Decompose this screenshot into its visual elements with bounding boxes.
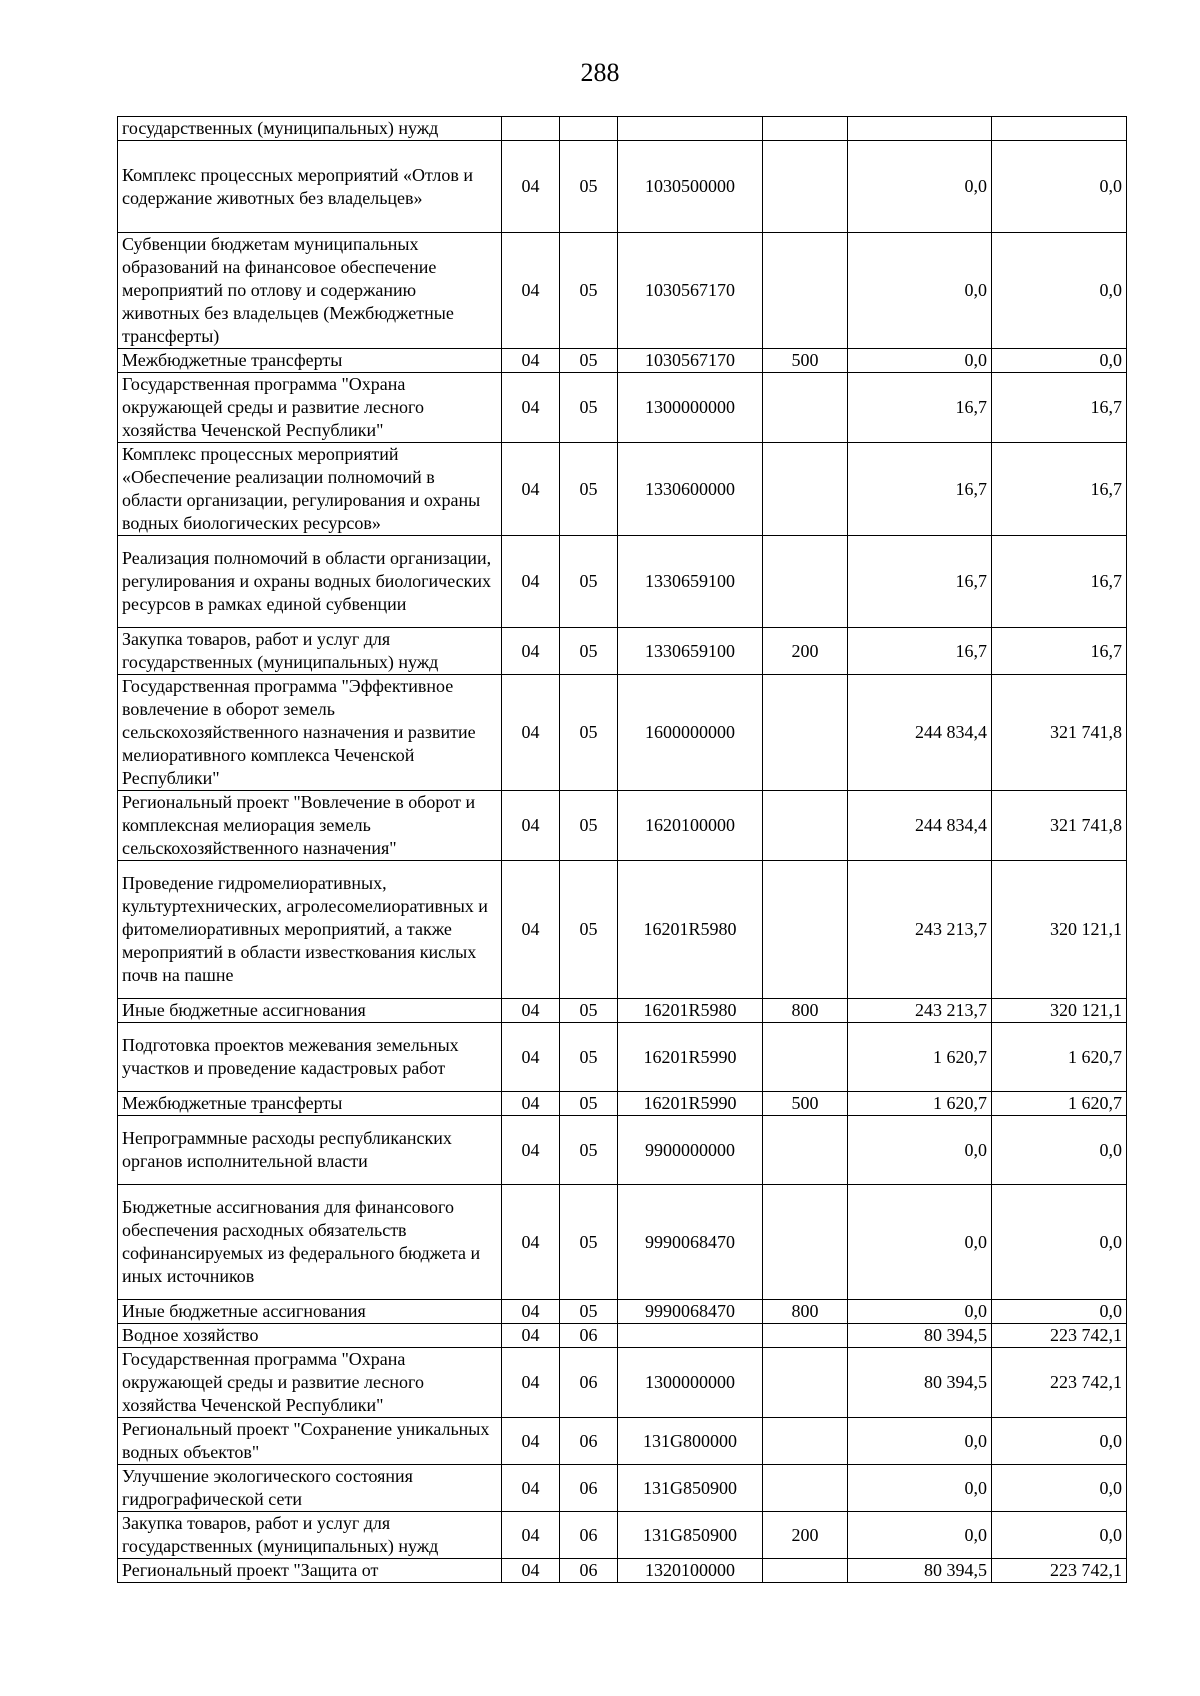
section-code-cell: 04: [502, 1185, 560, 1300]
amount-year1-cell: 0,0: [848, 1418, 992, 1465]
table-row: [118, 1559, 1127, 1583]
subsection-code-cell: 05: [560, 628, 618, 675]
table-row: [118, 117, 1127, 141]
amount-year2-cell: 0,0: [992, 1116, 1127, 1185]
expense-type-cell: [763, 1418, 848, 1465]
subsection-code-cell: 05: [560, 1300, 618, 1324]
section-code-cell: 04: [502, 1348, 560, 1418]
amount-year1-cell: 0,0: [848, 1116, 992, 1185]
target-article-cell: 1330600000: [618, 443, 763, 536]
amount-year1-cell: 1 620,7: [848, 1092, 992, 1116]
subsection-code-cell: 06: [560, 1465, 618, 1512]
row-name-cell: Межбюджетные трансферты: [118, 1092, 502, 1116]
table-row: [118, 1512, 1127, 1559]
target-article-cell: 131G850900: [618, 1512, 763, 1559]
table-row: [118, 791, 1127, 861]
target-article-cell: 16201R5990: [618, 1023, 763, 1092]
amount-year1-cell: 243 213,7: [848, 999, 992, 1023]
amount-year2-cell: 320 121,1: [992, 999, 1127, 1023]
section-code-cell: 04: [502, 349, 560, 373]
target-article-cell: 9900000000: [618, 1116, 763, 1185]
section-code-cell: 04: [502, 1418, 560, 1465]
row-name-cell: Закупка товаров, работ и услуг для государственных (муниципальных) нужд: [118, 628, 502, 675]
table-row: [118, 141, 1127, 233]
amount-year2-cell: 1 620,7: [992, 1023, 1127, 1092]
section-code-cell: 04: [502, 1116, 560, 1185]
expense-type-cell: [763, 675, 848, 791]
target-article-cell: 9990068470: [618, 1185, 763, 1300]
amount-year2-cell: 16,7: [992, 628, 1127, 675]
row-name-cell: Государственная программа "Эффективное вовлечение в оборот земель сельскохозяйственного назначения и развитие мелиоративного комплекса Чеченской Республики": [118, 675, 502, 791]
table-row: [118, 1418, 1127, 1465]
section-code-cell: 04: [502, 373, 560, 443]
subsection-code-cell: [560, 117, 618, 141]
amount-year2-cell: 0,0: [992, 1418, 1127, 1465]
target-article-cell: 1300000000: [618, 373, 763, 443]
target-article-cell: 16201R5980: [618, 999, 763, 1023]
expense-type-cell: [763, 443, 848, 536]
expense-type-cell: 200: [763, 1512, 848, 1559]
expense-type-cell: [763, 1023, 848, 1092]
subsection-code-cell: 06: [560, 1348, 618, 1418]
subsection-code-cell: 06: [560, 1418, 618, 1465]
amount-year2-cell: 0,0: [992, 141, 1127, 233]
subsection-code-cell: 05: [560, 675, 618, 791]
target-article-cell: 1600000000: [618, 675, 763, 791]
amount-year2-cell: 0,0: [992, 1512, 1127, 1559]
row-name-cell: Государственная программа "Охрана окружающей среды и развитие лесного хозяйства Чеченской Республики": [118, 373, 502, 443]
section-code-cell: 04: [502, 628, 560, 675]
expense-type-cell: [763, 861, 848, 999]
row-name-cell: Непрограммные расходы республиканских органов исполнительной власти: [118, 1116, 502, 1185]
target-article-cell: 131G850900: [618, 1465, 763, 1512]
table-row: [118, 628, 1127, 675]
amount-year1-cell: 80 394,5: [848, 1559, 992, 1583]
table-row: [118, 1023, 1127, 1092]
table-body: [118, 117, 1127, 1583]
row-name-cell: Иные бюджетные ассигнования: [118, 999, 502, 1023]
row-name-cell: Реализация полномочий в области организации, регулирования и охраны водных биологических ресурсов в рамках единой субвенции: [118, 536, 502, 628]
amount-year2-cell: 0,0: [992, 1465, 1127, 1512]
target-article-cell: 1030567170: [618, 349, 763, 373]
amount-year2-cell: 223 742,1: [992, 1559, 1127, 1583]
table-row: [118, 443, 1127, 536]
amount-year2-cell: 16,7: [992, 373, 1127, 443]
section-code-cell: 04: [502, 999, 560, 1023]
section-code-cell: 04: [502, 1559, 560, 1583]
subsection-code-cell: 05: [560, 791, 618, 861]
section-code-cell: 04: [502, 1512, 560, 1559]
table-row: [118, 861, 1127, 999]
expense-type-cell: 200: [763, 628, 848, 675]
section-code-cell: 04: [502, 233, 560, 349]
expense-type-cell: [763, 1348, 848, 1418]
subsection-code-cell: 05: [560, 349, 618, 373]
target-article-cell: 9990068470: [618, 1300, 763, 1324]
amount-year2-cell: 223 742,1: [992, 1348, 1127, 1418]
subsection-code-cell: 05: [560, 1116, 618, 1185]
amount-year1-cell: 244 834,4: [848, 675, 992, 791]
amount-year1-cell: 16,7: [848, 443, 992, 536]
expense-type-cell: 800: [763, 1300, 848, 1324]
budget-table: [117, 116, 1127, 1583]
target-article-cell: 1300000000: [618, 1348, 763, 1418]
table-row: [118, 233, 1127, 349]
amount-year1-cell: 0,0: [848, 1465, 992, 1512]
row-name-cell: Межбюджетные трансферты: [118, 349, 502, 373]
amount-year2-cell: 1 620,7: [992, 1092, 1127, 1116]
section-code-cell: 04: [502, 536, 560, 628]
row-name-cell: Комплекс процессных мероприятий «Отлов и содержание животных без владельцев»: [118, 141, 502, 233]
row-name-cell: Региональный проект "Защита от: [118, 1559, 502, 1583]
target-article-cell: 1330659100: [618, 628, 763, 675]
target-article-cell: [618, 1324, 763, 1348]
table-row: [118, 1465, 1127, 1512]
table-row: [118, 999, 1127, 1023]
subsection-code-cell: 05: [560, 1023, 618, 1092]
page-number: 288: [580, 58, 620, 87]
table-row: [118, 1116, 1127, 1185]
section-code-cell: 04: [502, 1465, 560, 1512]
row-name-cell: Региональный проект "Вовлечение в оборот и комплексная мелиорация земель сельскохозяйственного назначения": [118, 791, 502, 861]
subsection-code-cell: 06: [560, 1324, 618, 1348]
target-article-cell: 16201R5990: [618, 1092, 763, 1116]
amount-year2-cell: 16,7: [992, 443, 1127, 536]
expense-type-cell: [763, 1465, 848, 1512]
target-article-cell: 16201R5980: [618, 861, 763, 999]
row-name-cell: Региональный проект "Сохранение уникальных водных объектов": [118, 1418, 502, 1465]
row-name-cell: Водное хозяйство: [118, 1324, 502, 1348]
table-row: [118, 1348, 1127, 1418]
subsection-code-cell: 05: [560, 999, 618, 1023]
table-row: [118, 675, 1127, 791]
table-row: [118, 1092, 1127, 1116]
amount-year1-cell: 16,7: [848, 373, 992, 443]
expense-type-cell: 800: [763, 999, 848, 1023]
table-row: [118, 1300, 1127, 1324]
expense-type-cell: 500: [763, 1092, 848, 1116]
row-name-cell: Субвенции бюджетам муниципальных образований на финансовое обеспечение мероприятий по отлову и содержанию животных без владельцев (Межбюджетные трансферты): [118, 233, 502, 349]
row-name-cell: Проведение гидромелиоративных, культуртехнических, агролесомелиоративных и фитомелиоративных мероприятий, а также мероприятий в области известкования кислых почв на пашне: [118, 861, 502, 999]
subsection-code-cell: 05: [560, 1185, 618, 1300]
expense-type-cell: 500: [763, 349, 848, 373]
amount-year1-cell: 1 620,7: [848, 1023, 992, 1092]
subsection-code-cell: 06: [560, 1512, 618, 1559]
section-code-cell: 04: [502, 1324, 560, 1348]
amount-year1-cell: 16,7: [848, 536, 992, 628]
amount-year2-cell: 321 741,8: [992, 791, 1127, 861]
amount-year1-cell: [848, 117, 992, 141]
amount-year1-cell: 16,7: [848, 628, 992, 675]
expense-type-cell: [763, 791, 848, 861]
table-row: [118, 1324, 1127, 1348]
expense-type-cell: [763, 141, 848, 233]
row-name-cell: Закупка товаров, работ и услуг для государственных (муниципальных) нужд: [118, 1512, 502, 1559]
table-row: [118, 1185, 1127, 1300]
target-article-cell: 1030567170: [618, 233, 763, 349]
amount-year1-cell: 244 834,4: [848, 791, 992, 861]
target-article-cell: 1030500000: [618, 141, 763, 233]
amount-year1-cell: 0,0: [848, 233, 992, 349]
target-article-cell: 1320100000: [618, 1559, 763, 1583]
row-name-cell: Иные бюджетные ассигнования: [118, 1300, 502, 1324]
subsection-code-cell: 05: [560, 141, 618, 233]
expense-type-cell: [763, 536, 848, 628]
section-code-cell: [502, 117, 560, 141]
amount-year1-cell: 0,0: [848, 1185, 992, 1300]
subsection-code-cell: 05: [560, 233, 618, 349]
table-row: [118, 349, 1127, 373]
amount-year1-cell: 80 394,5: [848, 1348, 992, 1418]
section-code-cell: 04: [502, 791, 560, 861]
section-code-cell: 04: [502, 861, 560, 999]
amount-year2-cell: 0,0: [992, 1300, 1127, 1324]
row-name-cell: государственных (муниципальных) нужд: [118, 117, 502, 141]
amount-year1-cell: 0,0: [848, 1512, 992, 1559]
amount-year2-cell: [992, 117, 1127, 141]
amount-year2-cell: 16,7: [992, 536, 1127, 628]
expense-type-cell: [763, 373, 848, 443]
subsection-code-cell: 05: [560, 1092, 618, 1116]
amount-year1-cell: 0,0: [848, 141, 992, 233]
expense-type-cell: [763, 1116, 848, 1185]
amount-year1-cell: 0,0: [848, 349, 992, 373]
row-name-cell: Улучшение экологического состояния гидрографической сети: [118, 1465, 502, 1512]
subsection-code-cell: 05: [560, 443, 618, 536]
expense-type-cell: [763, 233, 848, 349]
subsection-code-cell: 05: [560, 536, 618, 628]
amount-year2-cell: 320 121,1: [992, 861, 1127, 999]
expense-type-cell: [763, 1185, 848, 1300]
table-row: [118, 536, 1127, 628]
amount-year2-cell: 223 742,1: [992, 1324, 1127, 1348]
amount-year2-cell: 0,0: [992, 349, 1127, 373]
table-row: [118, 373, 1127, 443]
section-code-cell: 04: [502, 675, 560, 791]
subsection-code-cell: 06: [560, 1559, 618, 1583]
row-name-cell: Подготовка проектов межевания земельных участков и проведение кадастровых работ: [118, 1023, 502, 1092]
section-code-cell: 04: [502, 443, 560, 536]
amount-year1-cell: 80 394,5: [848, 1324, 992, 1348]
expense-type-cell: [763, 1324, 848, 1348]
expense-type-cell: [763, 117, 848, 141]
amount-year2-cell: 321 741,8: [992, 675, 1127, 791]
section-code-cell: 04: [502, 1092, 560, 1116]
row-name-cell: Государственная программа "Охрана окружающей среды и развитие лесного хозяйства Чеченской Республики": [118, 1348, 502, 1418]
amount-year1-cell: 243 213,7: [848, 861, 992, 999]
amount-year2-cell: 0,0: [992, 233, 1127, 349]
section-code-cell: 04: [502, 1300, 560, 1324]
section-code-cell: 04: [502, 141, 560, 233]
amount-year2-cell: 0,0: [992, 1185, 1127, 1300]
amount-year1-cell: 0,0: [848, 1300, 992, 1324]
subsection-code-cell: 05: [560, 861, 618, 999]
target-article-cell: 1330659100: [618, 536, 763, 628]
section-code-cell: 04: [502, 1023, 560, 1092]
expense-type-cell: [763, 1559, 848, 1583]
target-article-cell: 131G800000: [618, 1418, 763, 1465]
row-name-cell: Комплекс процессных мероприятий «Обеспечение реализации полномочий в области организации, регулирования и охраны водных биологических ресурсов»: [118, 443, 502, 536]
subsection-code-cell: 05: [560, 373, 618, 443]
row-name-cell: Бюджетные ассигнования для финансового обеспечения расходных обязательств софинансируемых из федерального бюджета и иных источников: [118, 1185, 502, 1300]
target-article-cell: [618, 117, 763, 141]
target-article-cell: 1620100000: [618, 791, 763, 861]
